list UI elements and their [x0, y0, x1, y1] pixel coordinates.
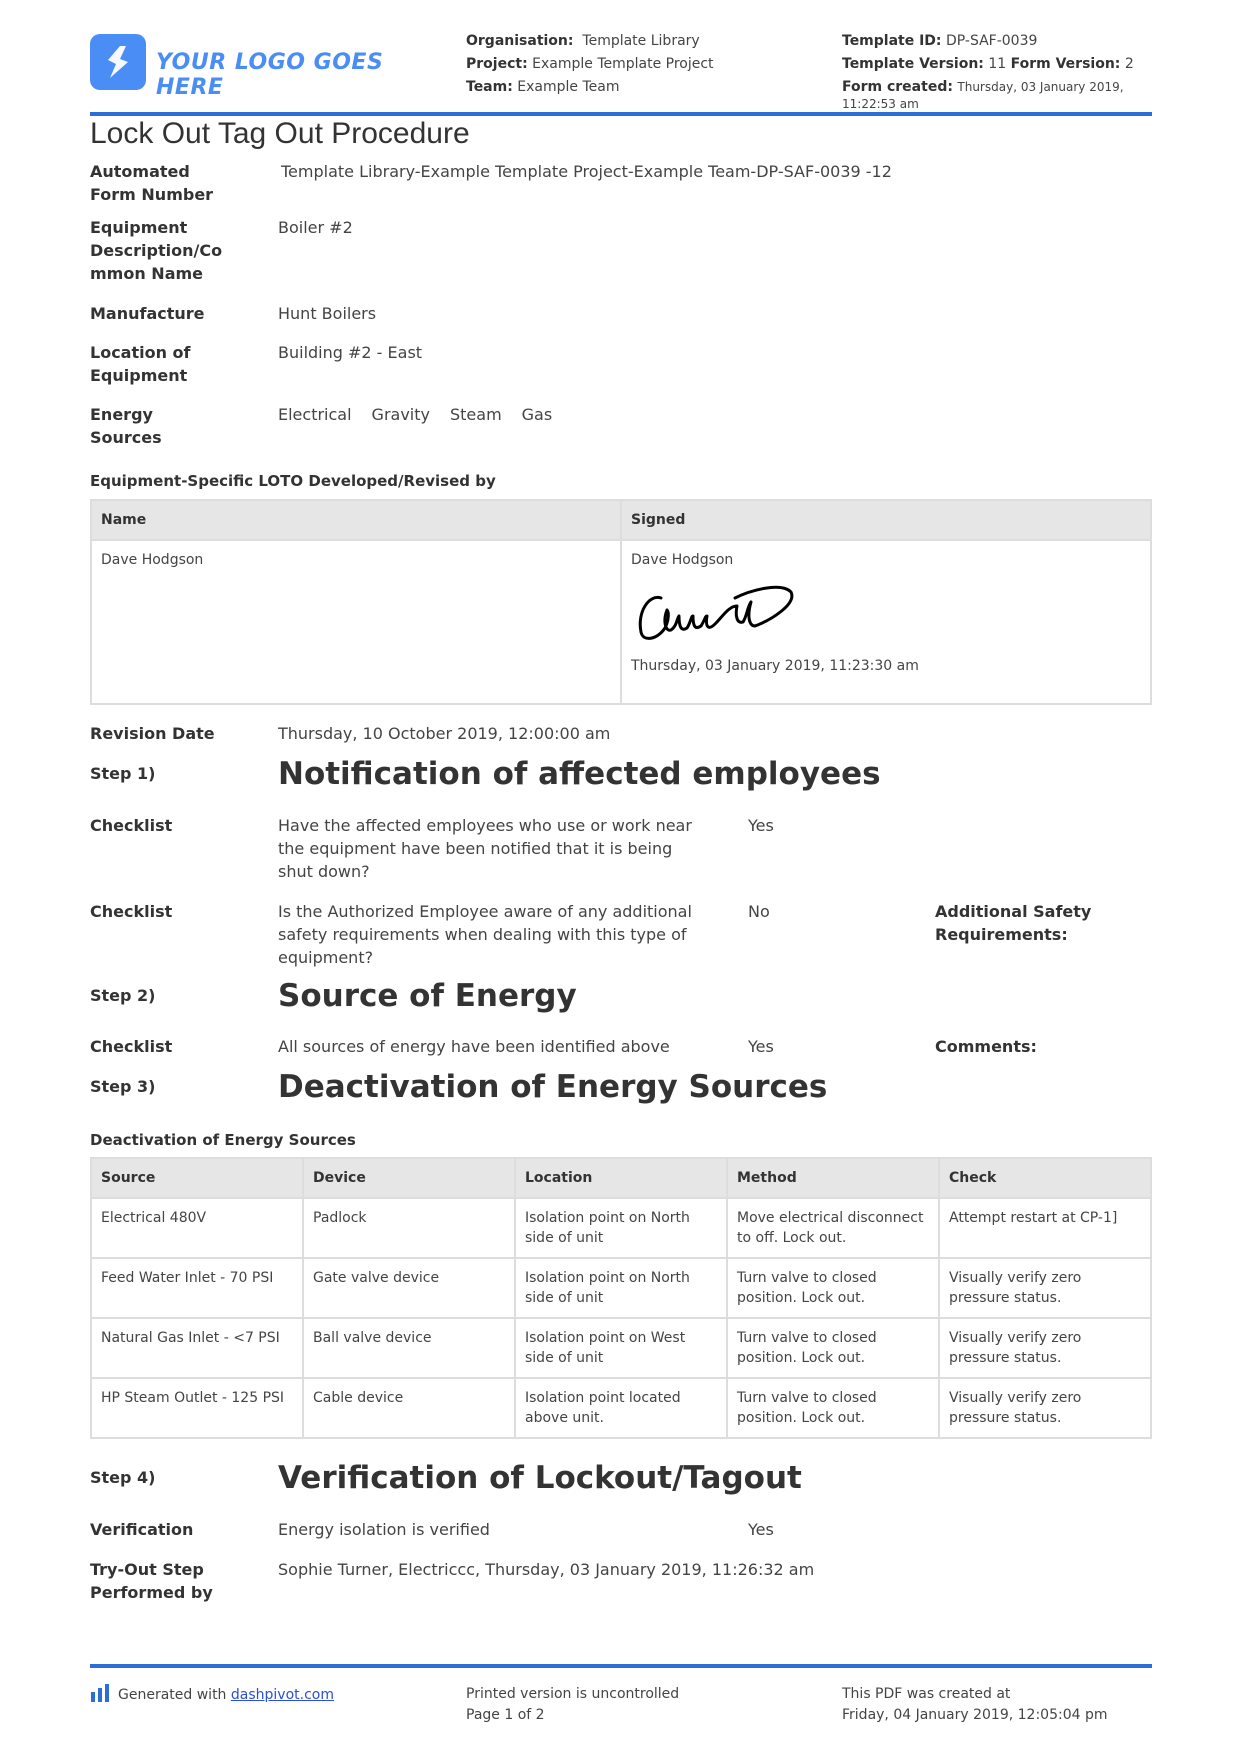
revision-date: Thursday, 10 October 2019, 12:00:00 am: [278, 724, 611, 743]
step4-title: Verification of Lockout/Tagout: [278, 1460, 802, 1496]
cell-source: HP Steam Outlet - 125 PSI: [92, 1379, 302, 1437]
energy-sources-value: [278, 403, 572, 426]
energy-source: Electrical: [278, 405, 352, 424]
manufacture-value: Hunt Boilers: [278, 304, 377, 323]
col-location: Location: [516, 1159, 726, 1197]
verification-answer: Yes: [748, 1520, 774, 1539]
header-template-info: Template ID: DP-SAF-0039 Template Version: 11 Form Version: 2 Form created: Thursday, 03 January 2019, 11:22:53 am: [842, 33, 1134, 111]
logo-icon: [90, 34, 146, 90]
checklist-answer: Yes: [748, 816, 774, 835]
col-device: Device: [304, 1159, 514, 1197]
template-version: 11: [988, 56, 1007, 72]
table-row: [92, 1259, 1150, 1317]
checklist-answer: No: [748, 902, 770, 921]
header-org-info: Organisation: Template Library Project: Example Template Project Team: Example Team: [466, 33, 714, 95]
col-check: Check: [940, 1159, 1150, 1197]
footer-generated: Generated with dashpivot.com: [90, 1684, 334, 1706]
cell-method: Turn valve to closed position. Lock out.: [728, 1379, 938, 1437]
signed-name: Dave Hodgson: [631, 552, 734, 568]
team: Example Team: [517, 79, 620, 95]
col-name: Name: [92, 501, 620, 539]
cell-location: Isolation point on West side of unit: [516, 1319, 726, 1377]
developer-signature-cell: [622, 541, 1150, 703]
col-source: Source: [92, 1159, 302, 1197]
step1-title: Notification of affected employees: [278, 756, 881, 792]
cell-device: Cable device: [304, 1379, 514, 1437]
cell-method: Move electrical disconnect to off. Lock out.: [728, 1199, 938, 1257]
cell-check: Visually verify zero pressure status.: [940, 1379, 1150, 1437]
cell-source: Feed Water Inlet - 70 PSI: [92, 1259, 302, 1317]
cell-method: Turn valve to closed position. Lock out.: [728, 1319, 938, 1377]
cell-device: Padlock: [304, 1199, 514, 1257]
checklist-answer: Yes: [748, 1037, 774, 1056]
developed-table: [90, 499, 1152, 705]
organisation: Template Library: [582, 33, 700, 49]
cell-check: Visually verify zero pressure status.: [940, 1259, 1150, 1317]
location-value: Building #2 - East: [278, 343, 423, 362]
cell-source: Natural Gas Inlet - <7 PSI: [92, 1319, 302, 1377]
cell-device: Gate valve device: [304, 1259, 514, 1317]
dashpivot-link[interactable]: dashpivot.com: [230, 1687, 334, 1703]
project: Example Template Project: [532, 56, 714, 72]
header: [90, 28, 1152, 116]
cell-location: Isolation point on North side of unit: [516, 1199, 726, 1257]
table-row: [92, 1199, 1150, 1257]
deactivation-table: [90, 1157, 1152, 1439]
cell-location: Isolation point located above unit.: [516, 1379, 726, 1437]
step3-title: Deactivation of Energy Sources: [278, 1069, 828, 1105]
deactivation-section-title: Deactivation of Energy Sources: [90, 1131, 356, 1149]
table-row: [92, 1319, 1150, 1377]
step2-title: Source of Energy: [278, 978, 577, 1014]
page: YOUR LOGO GOES HERE Organisation: Template Library Project: Example Template Project Team: Example Team Template ID: DP-SAF-0039 Template Version: 11 Form Version: 2 Form created: Thursday, 03 January 2019, 11:22:53 am Lock Out Tag Out Procedure Automated Form Number Template Library-Example Template Project-Example Team-DP-SAF-0039 -12 Equipment Description/Co mmon Name Boiler #2 Manufacture Hunt Boilers Location of Equipment Building #2 - East Energy Sources Electrical Gravity Steam Gas Equipment-Specific LOTO Developed/Revised by Name Signed Dave Hodgson Dave Hodgson Thursday, 03 January 2019, 11:23:30 am Revision Date Thursday, 10 October 2019, 12:00:00 am Step 1) Notification of affected employees Checklist Have the affected employees who use or work near the equipment have been notified that it is being shut down? Yes Checklist Is the Authorized Employee aware of any additional safety requirements when dealing with this type of equipment? No Additional Safety Requirements: Step 2) Source of Energy Checklist All sources of energy have been identified above Yes Comments: Step 3) Deactivation of Energy Sources Deactivation of Energy Sources Source Device Location Method Check Electrical 480V Padlock Isolation point on North side of unit Move electrical disconnect to off. Lock out. Attempt restart at CP-1] Feed Water Inlet - 70 PSI Gate valve device Isolation point on North side of unit Turn valve to closed position. Lock out. Visually verify zero pressure status. Natural Gas Inlet - <7 PSI Ball valve device Isolation point on West side of unit Turn valve to closed position. Lock out. Visually verify zero pressure status. HP Steam Outlet - 125 PSI Cable device Isolation point located above unit. Turn valve to closed position. Lock out. Visually verify zero pressure status. Step 4) Verification of Lockout/Tagout Verification Energy isolation is verified Yes Try-Out Step Performed by Sophie Turner, Electriccc, Thursday, 03 January 2019, 11:26:32 am Generated with dashpivot.com Printed version is uncontrolled Page 1 of 2 This PDF was created at Friday, 04 January 2019, 12:05:04 pm: [90, 0, 1152, 1754]
template-id: DP-SAF-0039: [945, 33, 1038, 49]
cell-method: Turn valve to closed position. Lock out.: [728, 1259, 938, 1317]
developer-name: Dave Hodgson: [92, 541, 620, 703]
footer-printed: Printed version is uncontrolled Page 1 of 2: [466, 1684, 679, 1726]
cell-check: Visually verify zero pressure status.: [940, 1319, 1150, 1377]
signature-image: [631, 576, 811, 652]
energy-source: Steam: [449, 405, 502, 424]
dashpivot-icon: [90, 1684, 112, 1702]
logo: [90, 32, 410, 100]
form-created: Thursday, 03 January 2019,: [957, 80, 1124, 94]
cell-device: Ball valve device: [304, 1319, 514, 1377]
footer-divider: [90, 1664, 1152, 1668]
equipment-value: Boiler #2: [278, 218, 353, 237]
header-divider: [90, 112, 1152, 116]
energy-source: Gas: [521, 405, 553, 424]
form-number-value: Template Library-Example Template Project-Example Team-DP-SAF-0039 -12: [281, 162, 892, 181]
form-version: 2: [1124, 56, 1134, 72]
energy-source: Gravity: [371, 405, 430, 424]
developed-section-title: Equipment-Specific LOTO Developed/Revised by: [90, 472, 496, 490]
cell-check: Attempt restart at CP-1]: [940, 1199, 1150, 1257]
page-title: Lock Out Tag Out Procedure: [90, 117, 470, 150]
cell-source: Electrical 480V: [92, 1199, 302, 1257]
col-signed: Signed: [622, 501, 1150, 539]
logo-text: YOUR LOGO GOES HERE: [156, 50, 384, 100]
footer-created: This PDF was created at Friday, 04 January 2019, 12:05:04 pm: [842, 1686, 1108, 1723]
tryout-value: Sophie Turner, Electriccc, Thursday, 03 January 2019, 11:26:32 am: [278, 1560, 815, 1579]
table-row: [92, 541, 1150, 703]
page-number: Page 1 of 2: [466, 1707, 545, 1723]
table-row: [92, 1379, 1150, 1437]
col-method: Method: [728, 1159, 938, 1197]
signed-date: Thursday, 03 January 2019, 11:23:30 am: [631, 658, 919, 674]
verification-value: Energy isolation is verified: [278, 1520, 490, 1539]
cell-location: Isolation point on North side of unit: [516, 1259, 726, 1317]
